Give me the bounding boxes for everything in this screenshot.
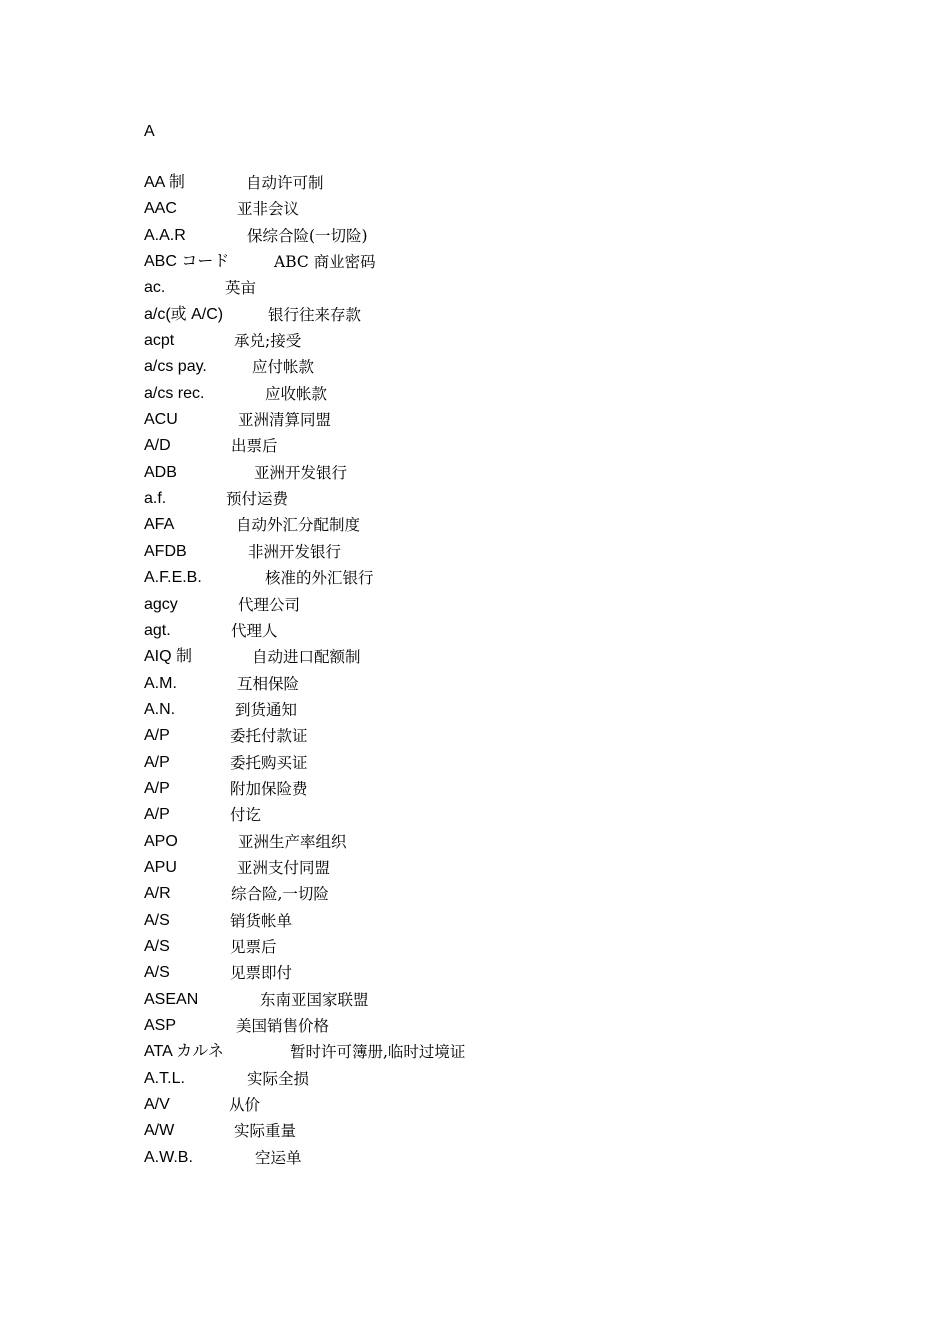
meaning: 预付运费: [226, 490, 289, 509]
term: agcy: [144, 595, 178, 613]
meaning: 亚洲清算同盟: [238, 411, 332, 430]
meaning: 保综合险(一切险): [247, 226, 368, 245]
meaning: 亚非会议: [237, 200, 300, 219]
term: AIQ 制: [144, 648, 193, 666]
term: ASEAN: [144, 990, 199, 1008]
term: A.F.E.B.: [144, 569, 202, 587]
meaning: 非洲开发银行: [248, 542, 342, 561]
meaning: 委托付款证: [230, 727, 308, 746]
meaning: 销货帐单: [230, 911, 293, 930]
term: A.W.B.: [144, 1148, 193, 1166]
meaning: 亚洲生产率组织: [238, 832, 347, 851]
meaning: 实际全损: [247, 1069, 310, 1088]
meaning: 代理人: [231, 621, 278, 640]
term: A/S: [144, 937, 170, 955]
term: ADB: [144, 463, 177, 481]
term: ABC コード: [144, 253, 230, 271]
meaning: 到货通知: [235, 700, 298, 719]
term: AFA: [144, 516, 175, 534]
term: a/cs rec.: [144, 384, 205, 402]
term: AA 制: [144, 174, 185, 191]
term: A/P: [144, 753, 170, 771]
term: A/P: [144, 779, 170, 797]
term: A/S: [144, 911, 170, 929]
term: AAC: [144, 200, 177, 218]
meaning: 见票后: [230, 937, 277, 956]
meaning: 空运单: [255, 1148, 302, 1167]
meaning: 实际重量: [234, 1122, 297, 1141]
term: ACU: [144, 411, 178, 429]
meaning: 核准的外汇银行: [265, 569, 374, 588]
meaning: 互相保险: [237, 674, 300, 693]
meaning: 代理公司: [238, 595, 301, 614]
meaning: 综合险,一切险: [231, 885, 329, 904]
term: A/D: [144, 437, 171, 455]
term: A/V: [144, 1096, 170, 1114]
section-heading: A: [144, 123, 155, 140]
meaning: 东南亚国家联盟: [260, 990, 369, 1009]
term: APO: [144, 832, 178, 850]
meaning: 暂时许可簿册,临时过境证: [290, 1043, 466, 1062]
term: A/R: [144, 885, 171, 903]
term: ASP: [144, 1017, 177, 1034]
meaning: 银行往来存款: [268, 305, 362, 324]
meaning: 委托购买证: [230, 753, 308, 772]
meaning: 亚洲支付同盟: [237, 858, 331, 877]
term: ATA カルネ: [144, 1043, 224, 1061]
term: A/P: [144, 727, 170, 745]
term: A.T.L.: [144, 1069, 185, 1087]
term: AFDB: [144, 542, 187, 560]
term: APU: [144, 858, 177, 876]
term: A/S: [144, 964, 170, 982]
meaning: 应付帐款: [252, 358, 315, 377]
term: a.f.: [144, 490, 167, 508]
term: A/W: [144, 1122, 175, 1140]
term: A.M.: [144, 674, 177, 692]
term: A.N.: [144, 700, 176, 718]
term: A/P: [144, 806, 170, 824]
meaning: 英亩: [225, 279, 257, 298]
term: agt.: [144, 621, 171, 639]
term: a/cs pay.: [144, 358, 207, 376]
meaning: 承兑;接受: [234, 332, 302, 351]
meaning: 附加保险费: [230, 779, 308, 798]
meaning: 应收帐款: [265, 384, 328, 403]
meaning: 出票后: [231, 437, 278, 456]
meaning: 自动许可制: [246, 174, 324, 192]
term: a/c(或 A/C): [144, 305, 224, 323]
meaning: 自动进口配额制: [252, 648, 361, 667]
term: A.A.R: [144, 226, 186, 244]
meaning: 亚洲开发银行: [254, 463, 348, 482]
meaning: ABC 商业密码: [274, 253, 376, 272]
meaning: 美国销售价格: [236, 1017, 330, 1035]
term: acpt: [144, 332, 175, 350]
meaning: 从价: [229, 1096, 261, 1115]
term: ac.: [144, 279, 166, 297]
meaning: 付讫: [230, 806, 262, 825]
meaning: 自动外汇分配制度: [236, 516, 361, 535]
meaning: 见票即付: [230, 964, 293, 983]
